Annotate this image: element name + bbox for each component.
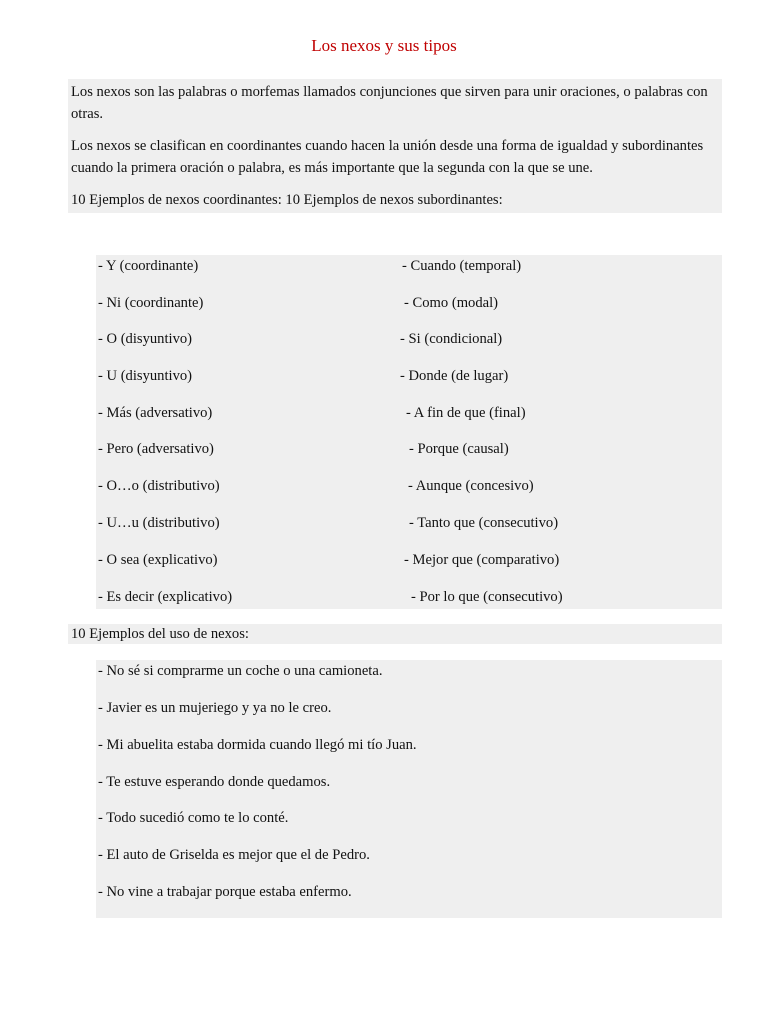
example-sentence: - El auto de Griselda es mejor que el de Pedro. [98, 847, 370, 863]
subordinante-item: - Tanto que (consecutivo) [409, 515, 559, 531]
example-sentence: - Javier es un mujeriego y ya no le creo. [98, 700, 332, 716]
subordinante-item: - A fin de que (final) [406, 405, 526, 421]
subordinante-item: - Porque (causal) [409, 441, 509, 457]
coordinante-item: - U…u (distributivo) [98, 515, 220, 531]
subordinante-item: - Mejor que (comparativo) [404, 552, 560, 568]
subordinante-item: - Como (modal) [404, 295, 499, 311]
subordinante-item: - Si (condicional) [400, 331, 503, 347]
coordinante-item: - O…o (distributivo) [98, 478, 220, 494]
coordinante-item: - Y (coordinante) [98, 258, 199, 274]
list-row [96, 586, 722, 608]
coordinante-item: - Ni (coordinante) [98, 295, 204, 311]
list-row [96, 292, 722, 314]
intro-section [68, 79, 722, 213]
subordinante-item: - Por lo que (consecutivo) [411, 589, 563, 605]
coordinante-item: - Más (adversativo) [98, 405, 213, 421]
list-row [96, 549, 722, 571]
list-row [96, 402, 722, 424]
usage-examples-heading: 10 Ejemplos del uso de nexos: [68, 624, 722, 644]
intro-paragraph-classification: Los nexos se clasifican en coordinantes cuando hacen la unión desde una forma de igualdad y subordinantes cuando la primera oración o palabra, es más importante que la segunda con la que se une. [71, 138, 704, 176]
list-row [96, 328, 722, 350]
example-sentence: - Te estuve esperando donde quedamos. [98, 774, 331, 790]
example-sentence: - Todo sucedió como te lo conté. [98, 810, 289, 826]
coordinante-item: - O sea (explicativo) [98, 552, 218, 568]
intro-paragraph-definition: Los nexos son las palabras o morfemas llamados conjunciones que sirven para unir oraciones, o palabras con otras. [71, 84, 708, 122]
example-sentence: - No vine a trabajar porque estaba enfermo. [98, 884, 352, 900]
subordinante-item: - Donde (de lugar) [400, 368, 509, 384]
coordinante-item: - Es decir (explicativo) [98, 589, 233, 605]
nexos-list [96, 255, 722, 609]
list-row [96, 475, 722, 497]
coordinante-item: - O (disyuntivo) [98, 331, 193, 347]
list-row [96, 512, 722, 534]
subordinante-item: - Aunque (concesivo) [408, 478, 534, 494]
list-row [96, 365, 722, 387]
example-sentence: - No sé si comprarme un coche o una camioneta. [98, 663, 383, 679]
list-row [96, 438, 722, 460]
example-sentence: - Mi abuelita estaba dormida cuando llegó mi tío Juan. [98, 737, 417, 753]
coordinante-item: - U (disyuntivo) [98, 368, 193, 384]
page-title: Los nexos y sus tipos [311, 36, 457, 55]
usage-examples-list [96, 660, 722, 918]
examples-columns-heading: 10 Ejemplos de nexos coordinantes: 10 Ejemplos de nexos subordinantes: [71, 192, 503, 208]
subordinante-item: - Cuando (temporal) [402, 258, 522, 274]
list-row [96, 255, 722, 277]
coordinante-item: - Pero (adversativo) [98, 441, 214, 457]
